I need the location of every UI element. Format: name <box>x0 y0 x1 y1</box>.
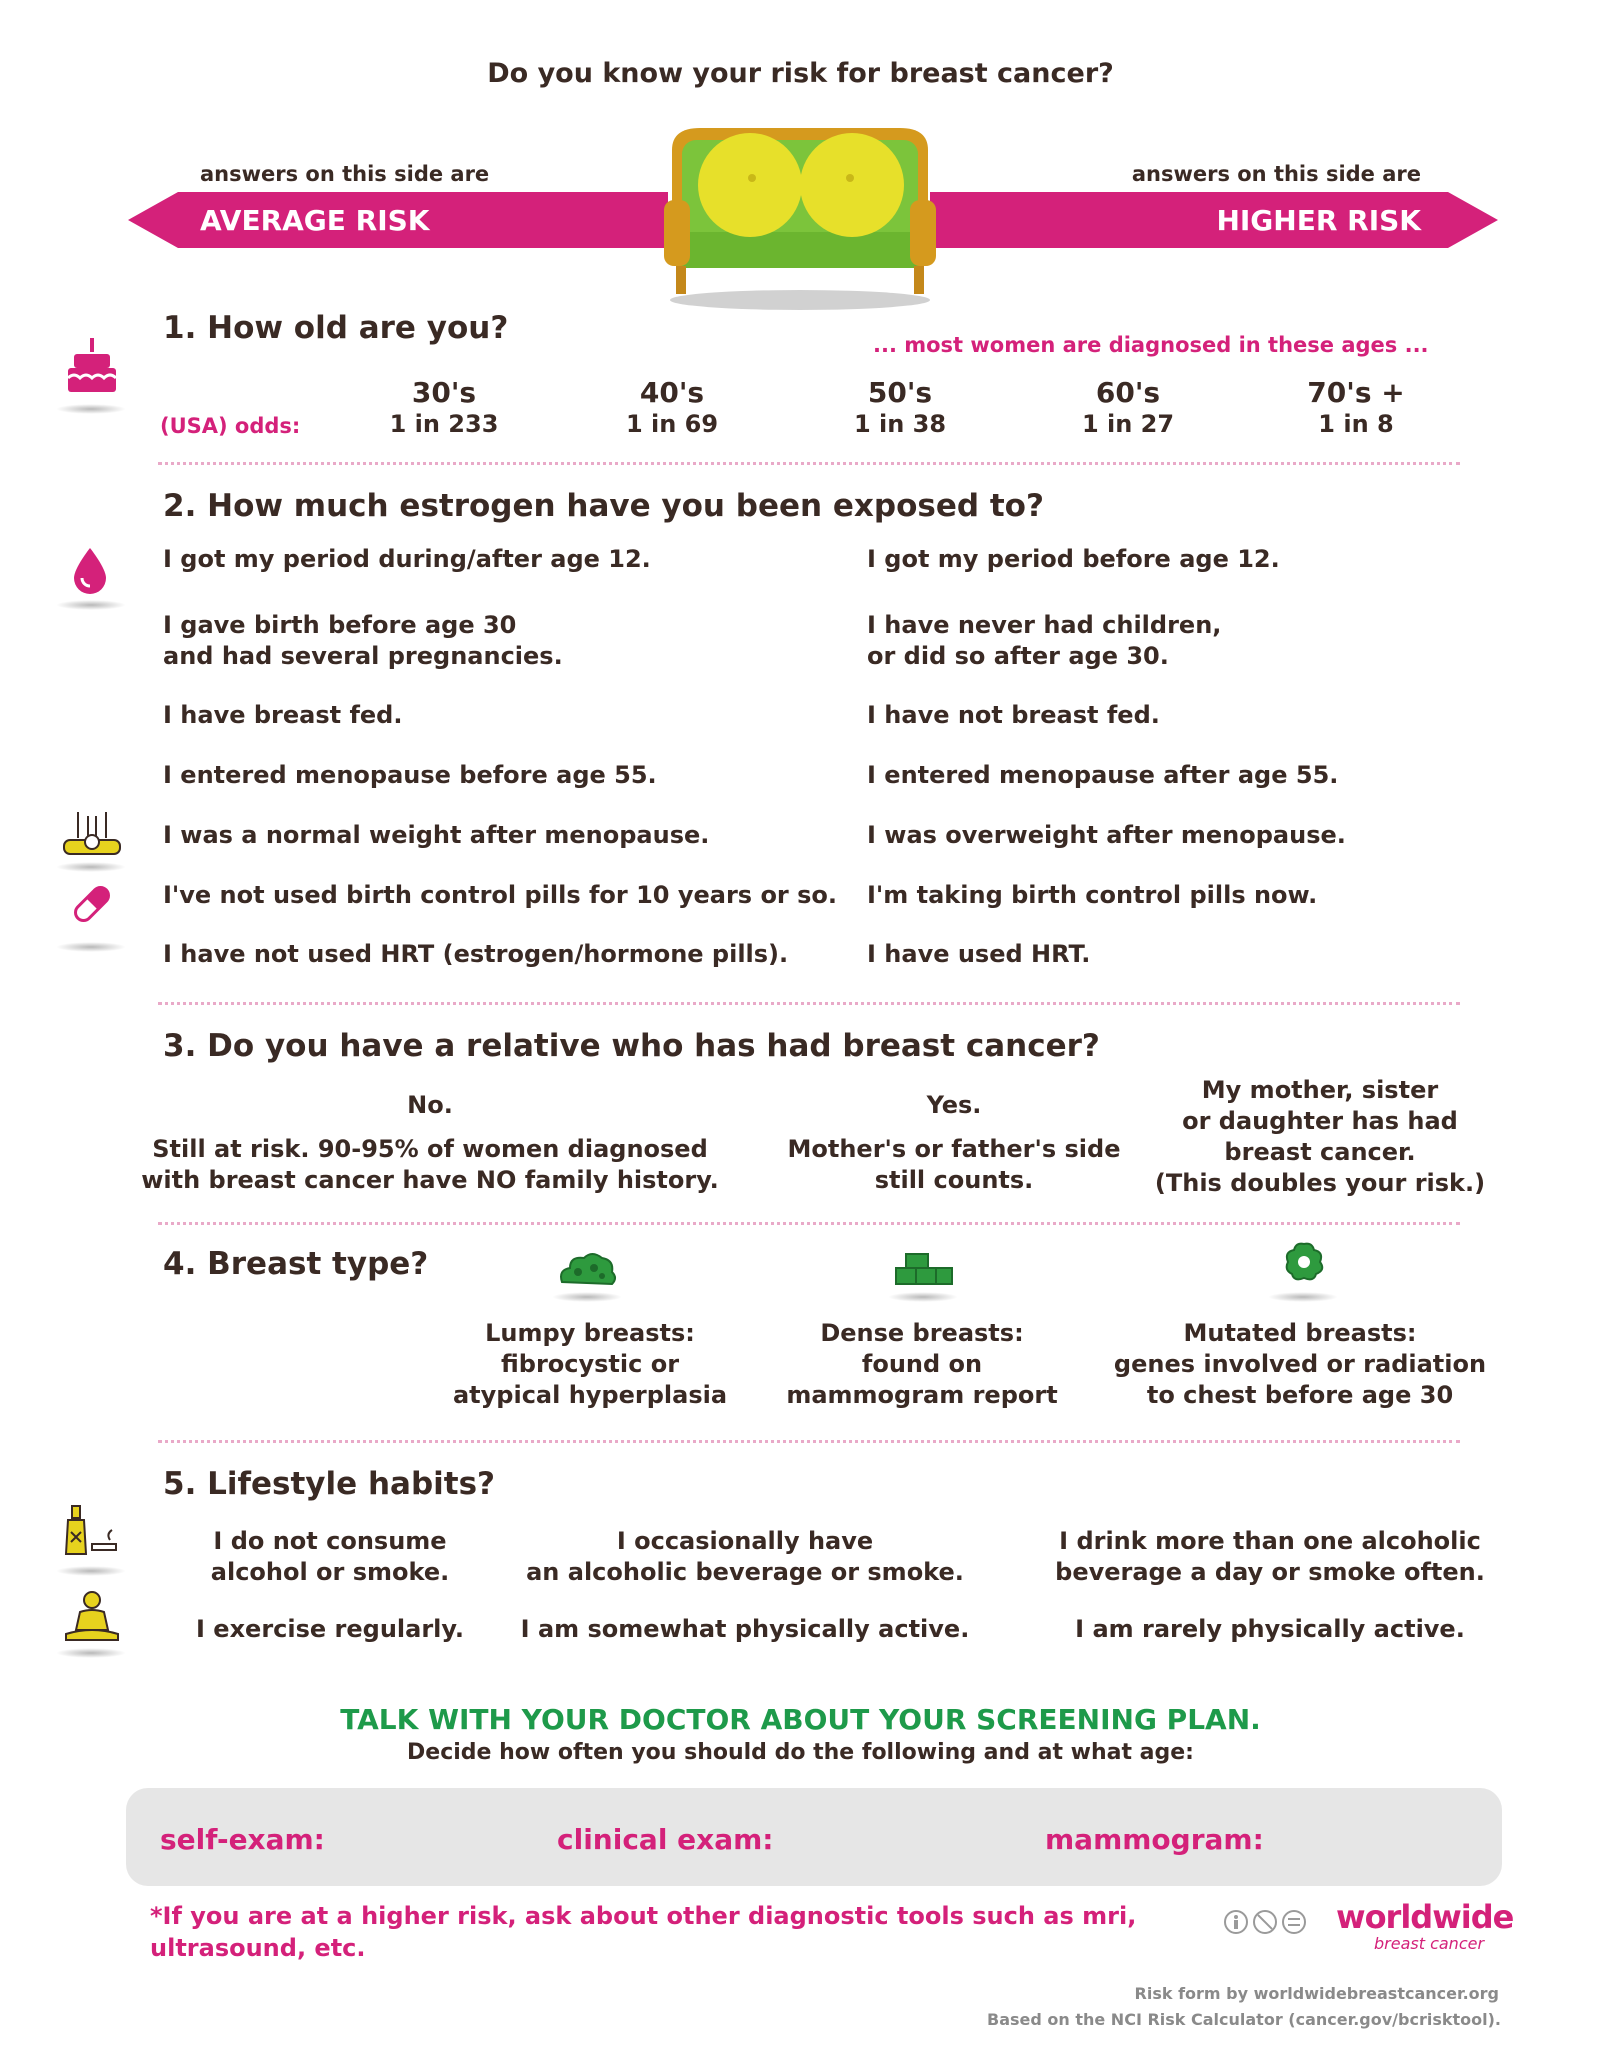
alcohol-smoke-icon <box>62 1504 120 1558</box>
question-1: 1. How old are you? <box>163 310 509 346</box>
icon-shadow <box>56 404 126 414</box>
plan-subline: Decide how often you should do the following and at what age: <box>407 1740 1194 1765</box>
question-2: 2. How much estrogen have you been exposed to? <box>163 488 1044 524</box>
icon-shadow <box>56 1648 126 1658</box>
age-odds: 1 in 233 <box>389 410 499 438</box>
relative-yes-text: Mother's or father's side still counts. <box>787 1135 1121 1194</box>
mammogram-label: mammogram: <box>1045 1823 1264 1856</box>
relative-no-text: Still at risk. 90-95% of women diagnosed with breast cancer have NO family history. <box>141 1135 719 1194</box>
age-odds: 1 in 69 <box>625 410 719 438</box>
plan-headline: TALK WITH YOUR DOCTOR ABOUT YOUR SCREENING PLAN. <box>340 1703 1261 1736</box>
alcohol-higher-answer: I drink more than one alcoholic beverage a day or smoke often. <box>1055 1527 1485 1586</box>
relative-close-text: My mother, sister or daughter has had breast cancer. (This doubles your risk.) <box>1154 1076 1486 1197</box>
age-odds: 1 in 8 <box>1318 410 1394 438</box>
left-caption: answers on this side are <box>200 162 490 186</box>
relative-no-title: No. <box>407 1091 453 1119</box>
average-risk-label: AVERAGE RISK <box>200 204 430 237</box>
relative-yes-title: Yes. <box>926 1091 982 1119</box>
dense-icon <box>892 1252 956 1288</box>
credit-line-1: Risk form by worldwidebreastcancer.org <box>1134 1984 1499 2003</box>
exercise-middle-answer: I am somewhat physically active. <box>520 1615 970 1643</box>
divider <box>158 1002 1460 1005</box>
estrogen-higher-answer: I have used HRT. <box>867 940 1091 968</box>
estrogen-higher-answer: I have not breast fed. <box>867 701 1160 729</box>
self-exam-label: self-exam: <box>160 1823 325 1856</box>
pill-icon <box>68 880 116 928</box>
age-odds: 1 in 27 <box>1081 410 1175 438</box>
credit-line-2: Based on the NCI Risk Calculator (cancer.gov/bcrisktool). <box>987 2010 1501 2029</box>
higher-risk-note: *If you are at a higher risk, ask about other diagnostic tools such as mri, ultrasound, etc. <box>150 1902 1137 1962</box>
divider <box>158 462 1460 465</box>
higher-risk-label: HIGHER RISK <box>1216 204 1421 237</box>
age-label: 50's <box>867 376 933 409</box>
cake-icon <box>60 336 124 398</box>
estrogen-higher-answer: I have never had children, or did so after age 30. <box>867 611 1222 670</box>
divider <box>158 1440 1460 1443</box>
question-5: 5. Lifestyle habits? <box>163 1466 496 1502</box>
breast-type-lumpy: Lumpy breasts: fibrocystic or atypical hyperplasia <box>452 1319 728 1409</box>
page-title: Do you know your risk for breast cancer? <box>487 58 1114 89</box>
breast-type-dense: Dense breasts: found on mammogram report <box>786 1319 1058 1409</box>
screening-plan-box <box>126 1788 1502 1886</box>
alcohol-middle-answer: I occasionally have an alcoholic beverage or smoke. <box>526 1527 964 1586</box>
icon-shadow <box>56 862 126 872</box>
age-note: ... most women are diagnosed in these ages ... <box>873 333 1429 357</box>
estrogen-average-answer: I entered menopause before age 55. <box>163 761 657 789</box>
drop-icon <box>70 546 110 594</box>
estrogen-higher-answer: I was overweight after menopause. <box>867 821 1346 849</box>
age-label: 30's <box>411 376 477 409</box>
age-label: 60's <box>1095 376 1161 409</box>
estrogen-average-answer: I have not used HRT (estrogen/hormone pills). <box>163 940 789 968</box>
estrogen-higher-answer: I entered menopause after age 55. <box>867 761 1339 789</box>
age-odds: 1 in 38 <box>853 410 947 438</box>
estrogen-average-answer: I was a normal weight after menopause. <box>163 821 710 849</box>
icon-shadow <box>1268 1292 1338 1302</box>
alcohol-average-answer: I do not consume alcohol or smoke. <box>210 1527 450 1586</box>
estrogen-higher-answer: I got my period before age 12. <box>867 545 1280 573</box>
scale-icon <box>60 808 124 860</box>
risk-arrows <box>0 0 1601 320</box>
odds-label: (USA) odds: <box>160 414 301 438</box>
estrogen-average-answer: I've not used birth control pills for 10 years or so. <box>163 881 838 909</box>
right-caption: answers on this side are <box>1131 162 1421 186</box>
estrogen-average-answer: I got my period during/after age 12. <box>163 545 651 573</box>
icon-shadow <box>56 600 126 610</box>
breast-type-mutated: Mutated breasts: genes involved or radiation to chest before age 30 <box>1113 1319 1487 1409</box>
lumpy-icon <box>556 1248 618 1288</box>
creative-commons-icons <box>1222 1908 1308 1936</box>
sofa-illustration <box>664 128 936 310</box>
meditation-icon <box>62 1590 122 1644</box>
question-3: 3. Do you have a relative who has had breast cancer? <box>163 1028 1100 1064</box>
estrogen-average-answer: I gave birth before age 30 and had several pregnancies. <box>163 611 563 670</box>
icon-shadow <box>552 1292 622 1302</box>
brand-logo-main: worldwide <box>1336 1898 1514 1936</box>
age-label: 70's + <box>1307 376 1405 409</box>
estrogen-higher-answer: I'm taking birth control pills now. <box>867 881 1318 909</box>
question-4: 4. Breast type? <box>163 1246 429 1282</box>
icon-shadow <box>56 942 126 952</box>
exercise-higher-answer: I am rarely physically active. <box>1075 1615 1465 1643</box>
age-label: 40's <box>639 376 705 409</box>
estrogen-average-answer: I have breast fed. <box>163 701 403 729</box>
brand-logo-sub: breast cancer <box>1374 1934 1485 1953</box>
icon-shadow <box>888 1292 958 1302</box>
icon-shadow <box>56 1566 126 1576</box>
exercise-average-answer: I exercise regularly. <box>196 1615 464 1643</box>
mutated-icon <box>1282 1240 1326 1284</box>
divider <box>158 1222 1460 1225</box>
clinical-exam-label: clinical exam: <box>557 1823 774 1856</box>
